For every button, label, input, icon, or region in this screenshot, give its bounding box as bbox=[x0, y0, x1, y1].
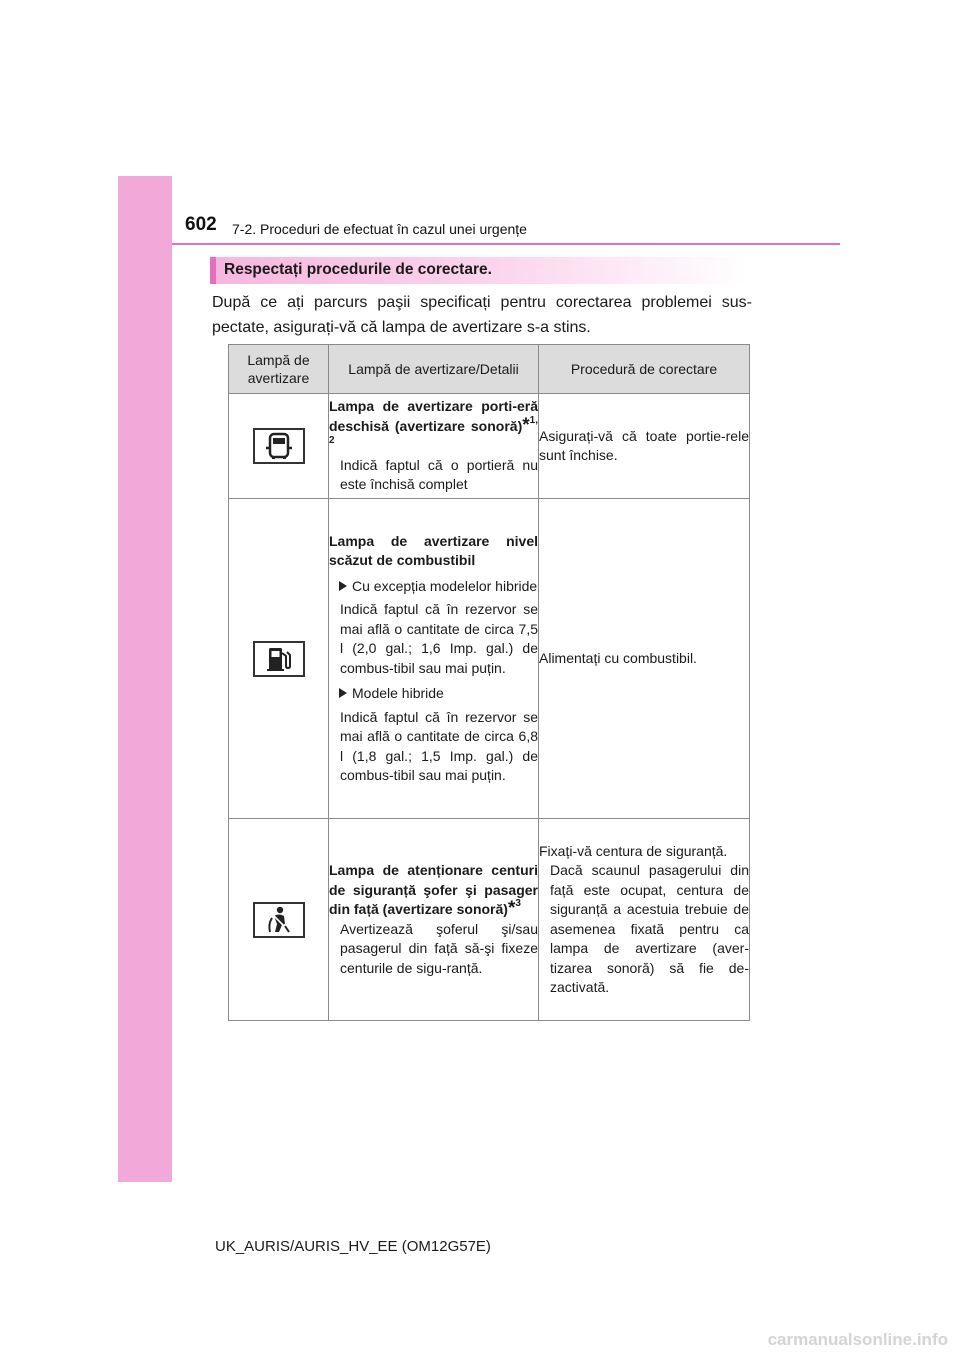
variant-label: Modele hibride bbox=[329, 684, 538, 704]
procedure-cell bbox=[539, 819, 750, 1021]
lamp-title: Lampa de avertizare nivel scăzut de combustibil bbox=[329, 532, 538, 568]
table-row bbox=[229, 394, 750, 499]
triangle-bullet-icon bbox=[339, 581, 347, 591]
table-header-row bbox=[229, 345, 750, 394]
variant-text: Indică faptul că în rezervor se mai află o cantitate de circa 6,8 l (1,8 gal.; 1,5 Imp. gal.) de combus-tibil sau mai puțin. bbox=[340, 708, 538, 783]
lamp-description: Indică faptul că o portieră nu este închisă complet bbox=[340, 456, 538, 493]
variant-text: Indică faptul că în rezervor se mai află o cantitate de circa 7,5 l (2,0 gal.; 1,6 Imp. gal.) de combus-tibil sau mai puțin. bbox=[340, 601, 538, 676]
triangle-bullet-icon bbox=[339, 688, 347, 698]
procedure-cell: Alimentați cu combustibil. bbox=[539, 499, 750, 819]
fuel-pump-icon bbox=[253, 641, 305, 677]
footer-model-code: UK_AURIS/AURIS_HV_EE (OM12G57E) bbox=[215, 1238, 491, 1255]
chapter-title: 7-2. Proceduri de efectuat în cazul unei urgențe bbox=[232, 221, 527, 237]
icon-cell bbox=[229, 819, 329, 1021]
warning-lamp-table bbox=[228, 344, 750, 1021]
procedure-note: Dacă scaunul pasagerului din față este ocupat, centura de siguranță a acestuia trebuie de asemenea fixată pentru ca lampa de avertizare (aver-tizarea sonoră) să fie de-zactivată. bbox=[550, 862, 749, 995]
procedure-cell: Asigurați-vă că toate portie-rele sunt închise. bbox=[539, 394, 750, 499]
detail-cell bbox=[329, 819, 539, 1021]
icon-cell bbox=[229, 394, 329, 499]
header-procedure: Procedură de corectare bbox=[539, 345, 750, 394]
detail-cell bbox=[329, 499, 539, 819]
lamp-description: Avertizează şoferul şi/sau pasagerul din față să-şi fixeze centurile de sigu-ranță. bbox=[340, 920, 538, 976]
seatbelt-reminder-icon bbox=[253, 902, 305, 938]
intro-paragraph: După ce ați parcurs paşii specificați pentru corectarea problemei sus-pectate, asigurați-vă că lampa de avertizare s-a stins. bbox=[212, 294, 752, 336]
variant-label: Cu excepția modelelor hibride bbox=[329, 577, 538, 597]
section-banner-accent bbox=[210, 257, 216, 284]
door-open-warning-icon bbox=[253, 428, 305, 464]
header-lamp: Lampă de avertizare bbox=[229, 345, 329, 394]
header-details: Lampă de avertizare/Detalii bbox=[329, 345, 539, 394]
table-row bbox=[229, 499, 750, 819]
lamp-title: Lampa de atenționare centuri de siguranță şofer şi pasager din față (avertizare sonoră)*$^3$ bbox=[329, 862, 538, 919]
detail-cell bbox=[329, 394, 539, 499]
chapter-side-tab bbox=[118, 176, 172, 1182]
icon-cell bbox=[229, 499, 329, 819]
procedure-main: Fixați-vă centura de siguranță. bbox=[539, 842, 728, 859]
table-row bbox=[229, 819, 750, 1021]
section-title: Respectați procedurile de corectare. bbox=[224, 261, 492, 278]
section-banner bbox=[210, 257, 748, 284]
site-watermark: carmanualsonline.info bbox=[767, 1330, 948, 1349]
lamp-title: Lampa de avertizare porti-eră deschisă (avertizare sonoră)*$^{1, 2}$ bbox=[329, 398, 538, 446]
header-divider bbox=[172, 243, 840, 245]
page-number: 602 bbox=[185, 214, 217, 235]
